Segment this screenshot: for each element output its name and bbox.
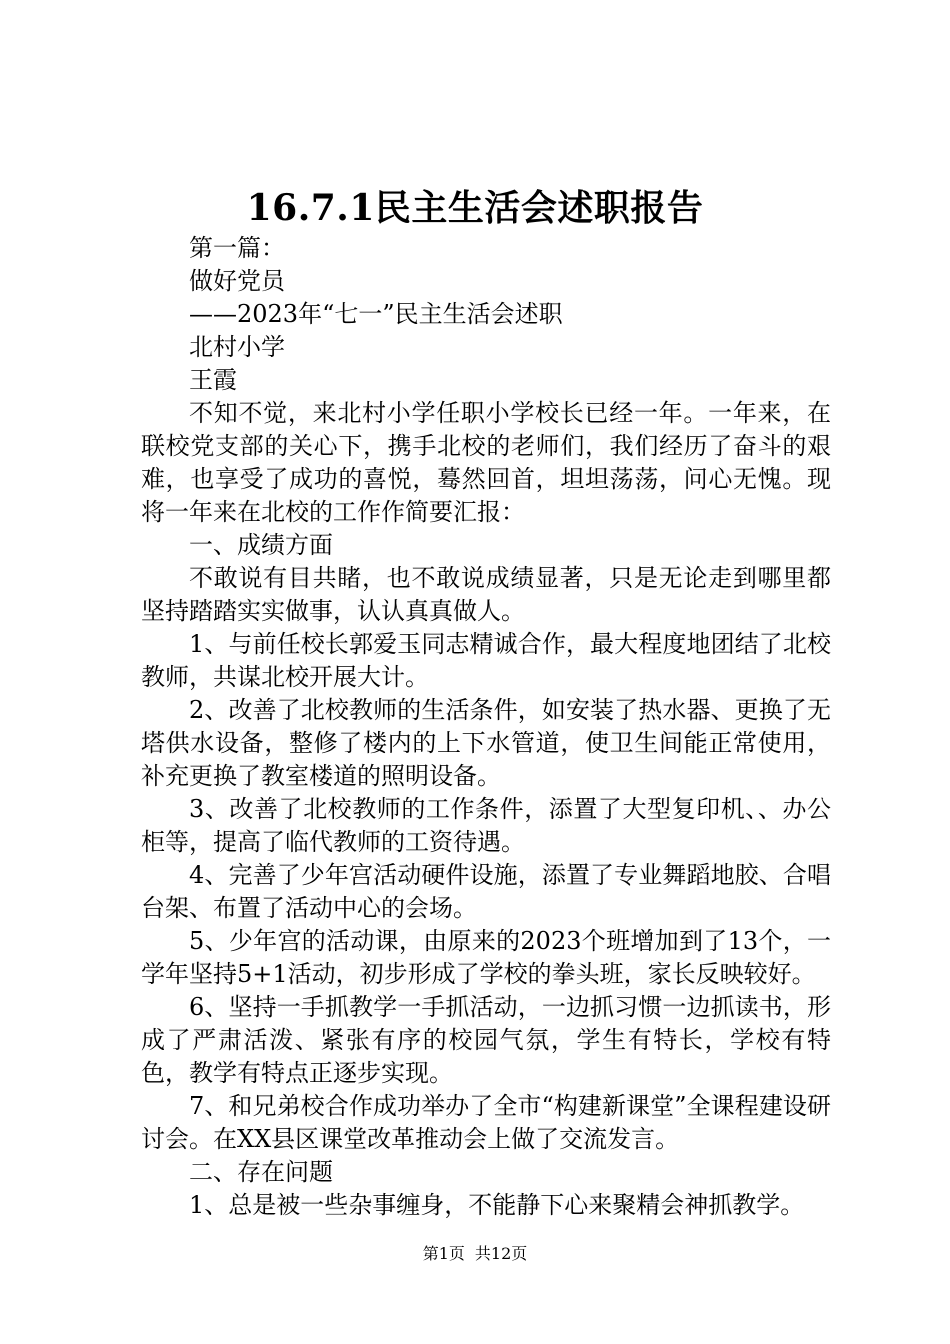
paragraph: 第一篇： xyxy=(189,234,285,262)
paragraph: 做好党员 xyxy=(189,267,285,295)
section-heading: 二、存在问题 xyxy=(189,1158,333,1186)
document-body xyxy=(141,232,831,1222)
document-title: 16.7.1民主生活会述职报告 xyxy=(246,187,704,229)
section-heading: 一、成绩方面 xyxy=(189,531,333,559)
list-item: 2、改善了北校教师的生活条件，如安装了热水器、更换了无塔供水设备，整修了楼内的上下水管道，使卫生间能正常使用，补充更换了教室楼道的照明设备。 xyxy=(141,696,831,790)
paragraph: 北村小学 xyxy=(189,333,285,361)
paragraph: 不知不觉，来北村小学任职小学校长已经一年。一年来，在联校党支部的关心下，携手北校的老师们，我们经历了奋斗的艰难，也享受了成功的喜悦，蓦然回首，坦坦荡荡，问心无愧。现将一年来在北校的工作作简要汇报： xyxy=(141,399,831,526)
list-item: 4、完善了少年宫活动硬件设施，添置了专业舞蹈地胶、合唱台架、布置了活动中心的会场。 xyxy=(141,861,831,922)
list-item: 7、和兄弟校合作成功举办了全市“构建新课堂”全课程建设研讨会。在XX县区课堂改革推动会上做了交流发言。 xyxy=(141,1092,831,1153)
paragraph: 不敢说有目共睹，也不敢说成绩显著，只是无论走到哪里都坚持踏踏实实做事，认认真真做人。 xyxy=(141,564,831,625)
paragraph: 王霞 xyxy=(189,366,237,394)
list-item: 1、与前任校长郭爱玉同志精诚合作，最大程度地团结了北校教师，共谋北校开展大计。 xyxy=(141,630,831,691)
paragraph: ——2023年“七一”民主生活会述职 xyxy=(189,300,563,328)
page-total: 共12页 xyxy=(474,1244,528,1263)
list-item: 6、坚持一手抓教学一手抓活动，一边抓习惯一边抓读书，形成了严肃活泼、紧张有序的校园气氛，学生有特长，学校有特色，教学有特点正逐步实现。 xyxy=(141,993,831,1087)
page-footer xyxy=(0,1242,950,1266)
list-item: 1、总是被一些杂事缠身，不能静下心来聚精会神抓教学。 xyxy=(189,1191,805,1219)
page-number: 第1页 xyxy=(422,1244,465,1263)
list-item: 5、少年宫的活动课，由原来的2023个班增加到了13个，一学年坚持5+1活动，初步形成了学校的拳头班，家长反映较好。 xyxy=(141,927,831,988)
list-item: 3、改善了北校教师的工作条件，添置了大型复印机、、办公柜等，提高了临代教师的工资待遇。 xyxy=(141,795,831,856)
